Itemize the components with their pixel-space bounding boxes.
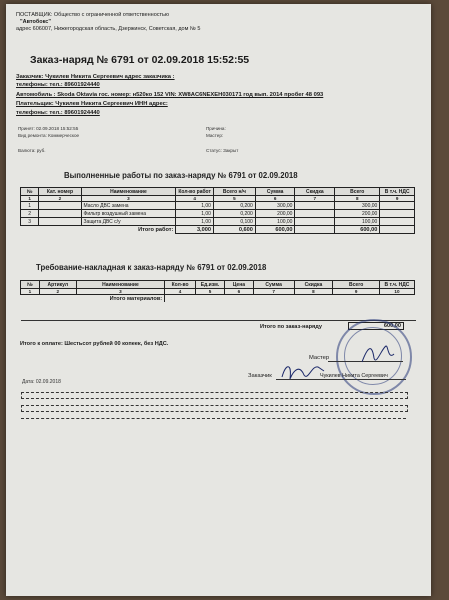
cell: 100,00 [335,218,380,226]
repair-type: Вид ремонта: Коммерческое [18,133,80,138]
col-header: Всего н/ч [213,188,255,196]
works-title: Выполненные работы по заказ-наряду № 6791 от 02.09.2018 [64,171,298,180]
document-title: Заказ-наряд № 6791 от 02.09.2018 15:52:55 [30,54,250,66]
col-header: Всего [335,188,380,196]
col-header: Скидка [295,188,335,196]
cell: 1,00 [176,202,214,210]
col-header: Наименование [76,281,164,289]
materials-table [20,280,415,302]
col-number: 3 [81,196,176,202]
works-total-row [21,226,415,234]
table-row [21,218,415,226]
works-header-row [21,188,415,196]
customer-signature [278,359,328,385]
works-table [20,187,415,234]
cell: 0,200 [213,210,255,218]
col-number: 7 [295,196,335,202]
col-number: 9 [380,196,415,202]
col-header: В т.ч. НДС [380,188,415,196]
col-header: Скидка [294,281,333,289]
cell [39,202,81,210]
works-total-label: Итого работ: [21,226,176,234]
master-signature-label: Мастер [309,355,330,361]
col-number: 7 [253,289,294,295]
col-header: Кол-во работ [176,188,214,196]
cell: 0,100 [213,218,255,226]
car-text: Автомобиль : Skoda Oktavia гос. номер: н520ко 152 VIN: XW8AC6NEXEH030171 год вып. 2014 пробег 48 093 [16,92,324,98]
cell [380,218,415,226]
materials-total-row [21,295,415,303]
col-header: Артикул [39,281,76,289]
works-total-all: 600,00 [335,226,380,234]
works-total-qty: 3,000 [176,226,214,234]
cell: 1 [21,202,39,210]
materials-total-empty [165,295,415,303]
col-number: 2 [39,196,81,202]
cell: 0,200 [213,202,255,210]
payer-phone-text: телефоны: тел.: 89601924440 [16,110,100,116]
works-total-hours: 0,600 [213,226,255,234]
col-number: 1 [21,196,39,202]
dashed-line [21,405,408,412]
status: Статус: Закрыт [206,148,239,153]
document-date: Дата: 02.09.2018 [22,379,61,385]
col-number: 5 [213,196,255,202]
materials-header-row [21,281,415,289]
cell [380,202,415,210]
col-header: Сумма [255,188,295,196]
supplier-name: "Автобокс" [20,19,51,25]
dashed-line [21,392,408,399]
cell [39,210,81,218]
col-number: 5 [196,289,225,295]
cell: 200,00 [255,210,295,218]
materials-title: Требование-накладная к заказ-наряду № 6791 от 02.09.2018 [36,263,267,272]
col-header: Всего [333,281,380,289]
payer-line [16,100,168,108]
cell: 1,00 [176,210,214,218]
col-header: Кат. номер [39,188,81,196]
col-header: В т.ч. НДС [379,281,414,289]
master-meta: Мастер: [206,133,224,138]
works-total-discount [295,226,335,234]
cell: 2 [21,210,39,218]
customer-name: Чукилев Никита Сергеевич [320,373,388,379]
col-number: 8 [294,289,333,295]
cell [295,202,335,210]
col-number: 3 [76,289,164,295]
customer-phone [16,81,100,89]
cell: 1,00 [176,218,214,226]
col-header: Кол-во [165,281,196,289]
table-row [21,210,415,218]
cell: 200,00 [335,210,380,218]
supplier-address: адрес 606007, Нижегородская область, Дзержинск, Советская, дом № 5 [16,26,201,32]
customer-signature-label: Заказчик [248,373,272,379]
cell [39,218,81,226]
works-total-vat [380,226,415,234]
payer-phone [16,109,100,117]
col-number: 6 [224,289,253,295]
customer-line [16,73,175,81]
reason: Причина: [206,126,226,131]
col-header: № [21,281,40,289]
grand-total-value: 600,00 [348,322,404,330]
cell [295,210,335,218]
col-header: Цена [224,281,253,289]
col-number: 9 [333,289,380,295]
cell [295,218,335,226]
payer-text: Плательщик: Чукилев Никита Сергеевич ИНН адрес: [16,101,168,107]
cell: Фильтр воздушный замена [81,210,176,218]
supplier-line: ПОСТАВЩИК: Общество с ограниченной ответственностью [16,12,170,18]
cell: Масло ДВС замена [81,202,176,210]
cell [380,210,415,218]
col-number: 6 [255,196,295,202]
col-number: 10 [379,289,414,295]
dashed-line [21,418,406,419]
car-line [16,91,323,99]
cell: 300,00 [255,202,295,210]
grand-total-label: Итого по заказ-наряду [260,324,322,330]
col-number: 8 [335,196,380,202]
col-header: Ед.изм. [196,281,225,289]
col-number: 4 [165,289,196,295]
col-number: 4 [176,196,214,202]
works-total-sum: 600,00 [255,226,295,234]
customer-text: Заказчик: Чукилев Никита Сергеевич адрес заказчика : [16,74,175,80]
customer-phone-text: телефоны: тел.: 89601924440 [16,82,100,88]
payment-text: Итого к оплате: Шестьсот рублей 00 копеек, без НДС. [20,341,169,347]
col-header: № [21,188,39,196]
cell: 300,00 [335,202,380,210]
document-page [6,4,431,596]
currency: Валюта: руб. [18,148,46,153]
master-signature [358,340,398,368]
col-header: Наименование [81,188,176,196]
cell: 3 [21,218,39,226]
table-row [21,202,415,210]
accepted-date: Принят: 02.09.2018 15:52:55 [18,126,79,131]
cell: Защита ДВС с/у [81,218,176,226]
col-number: 1 [21,289,40,295]
col-number: 2 [39,289,76,295]
col-header: Сумма [253,281,294,289]
materials-total-label: Итого материалов: [21,295,165,303]
cell: 100,00 [255,218,295,226]
